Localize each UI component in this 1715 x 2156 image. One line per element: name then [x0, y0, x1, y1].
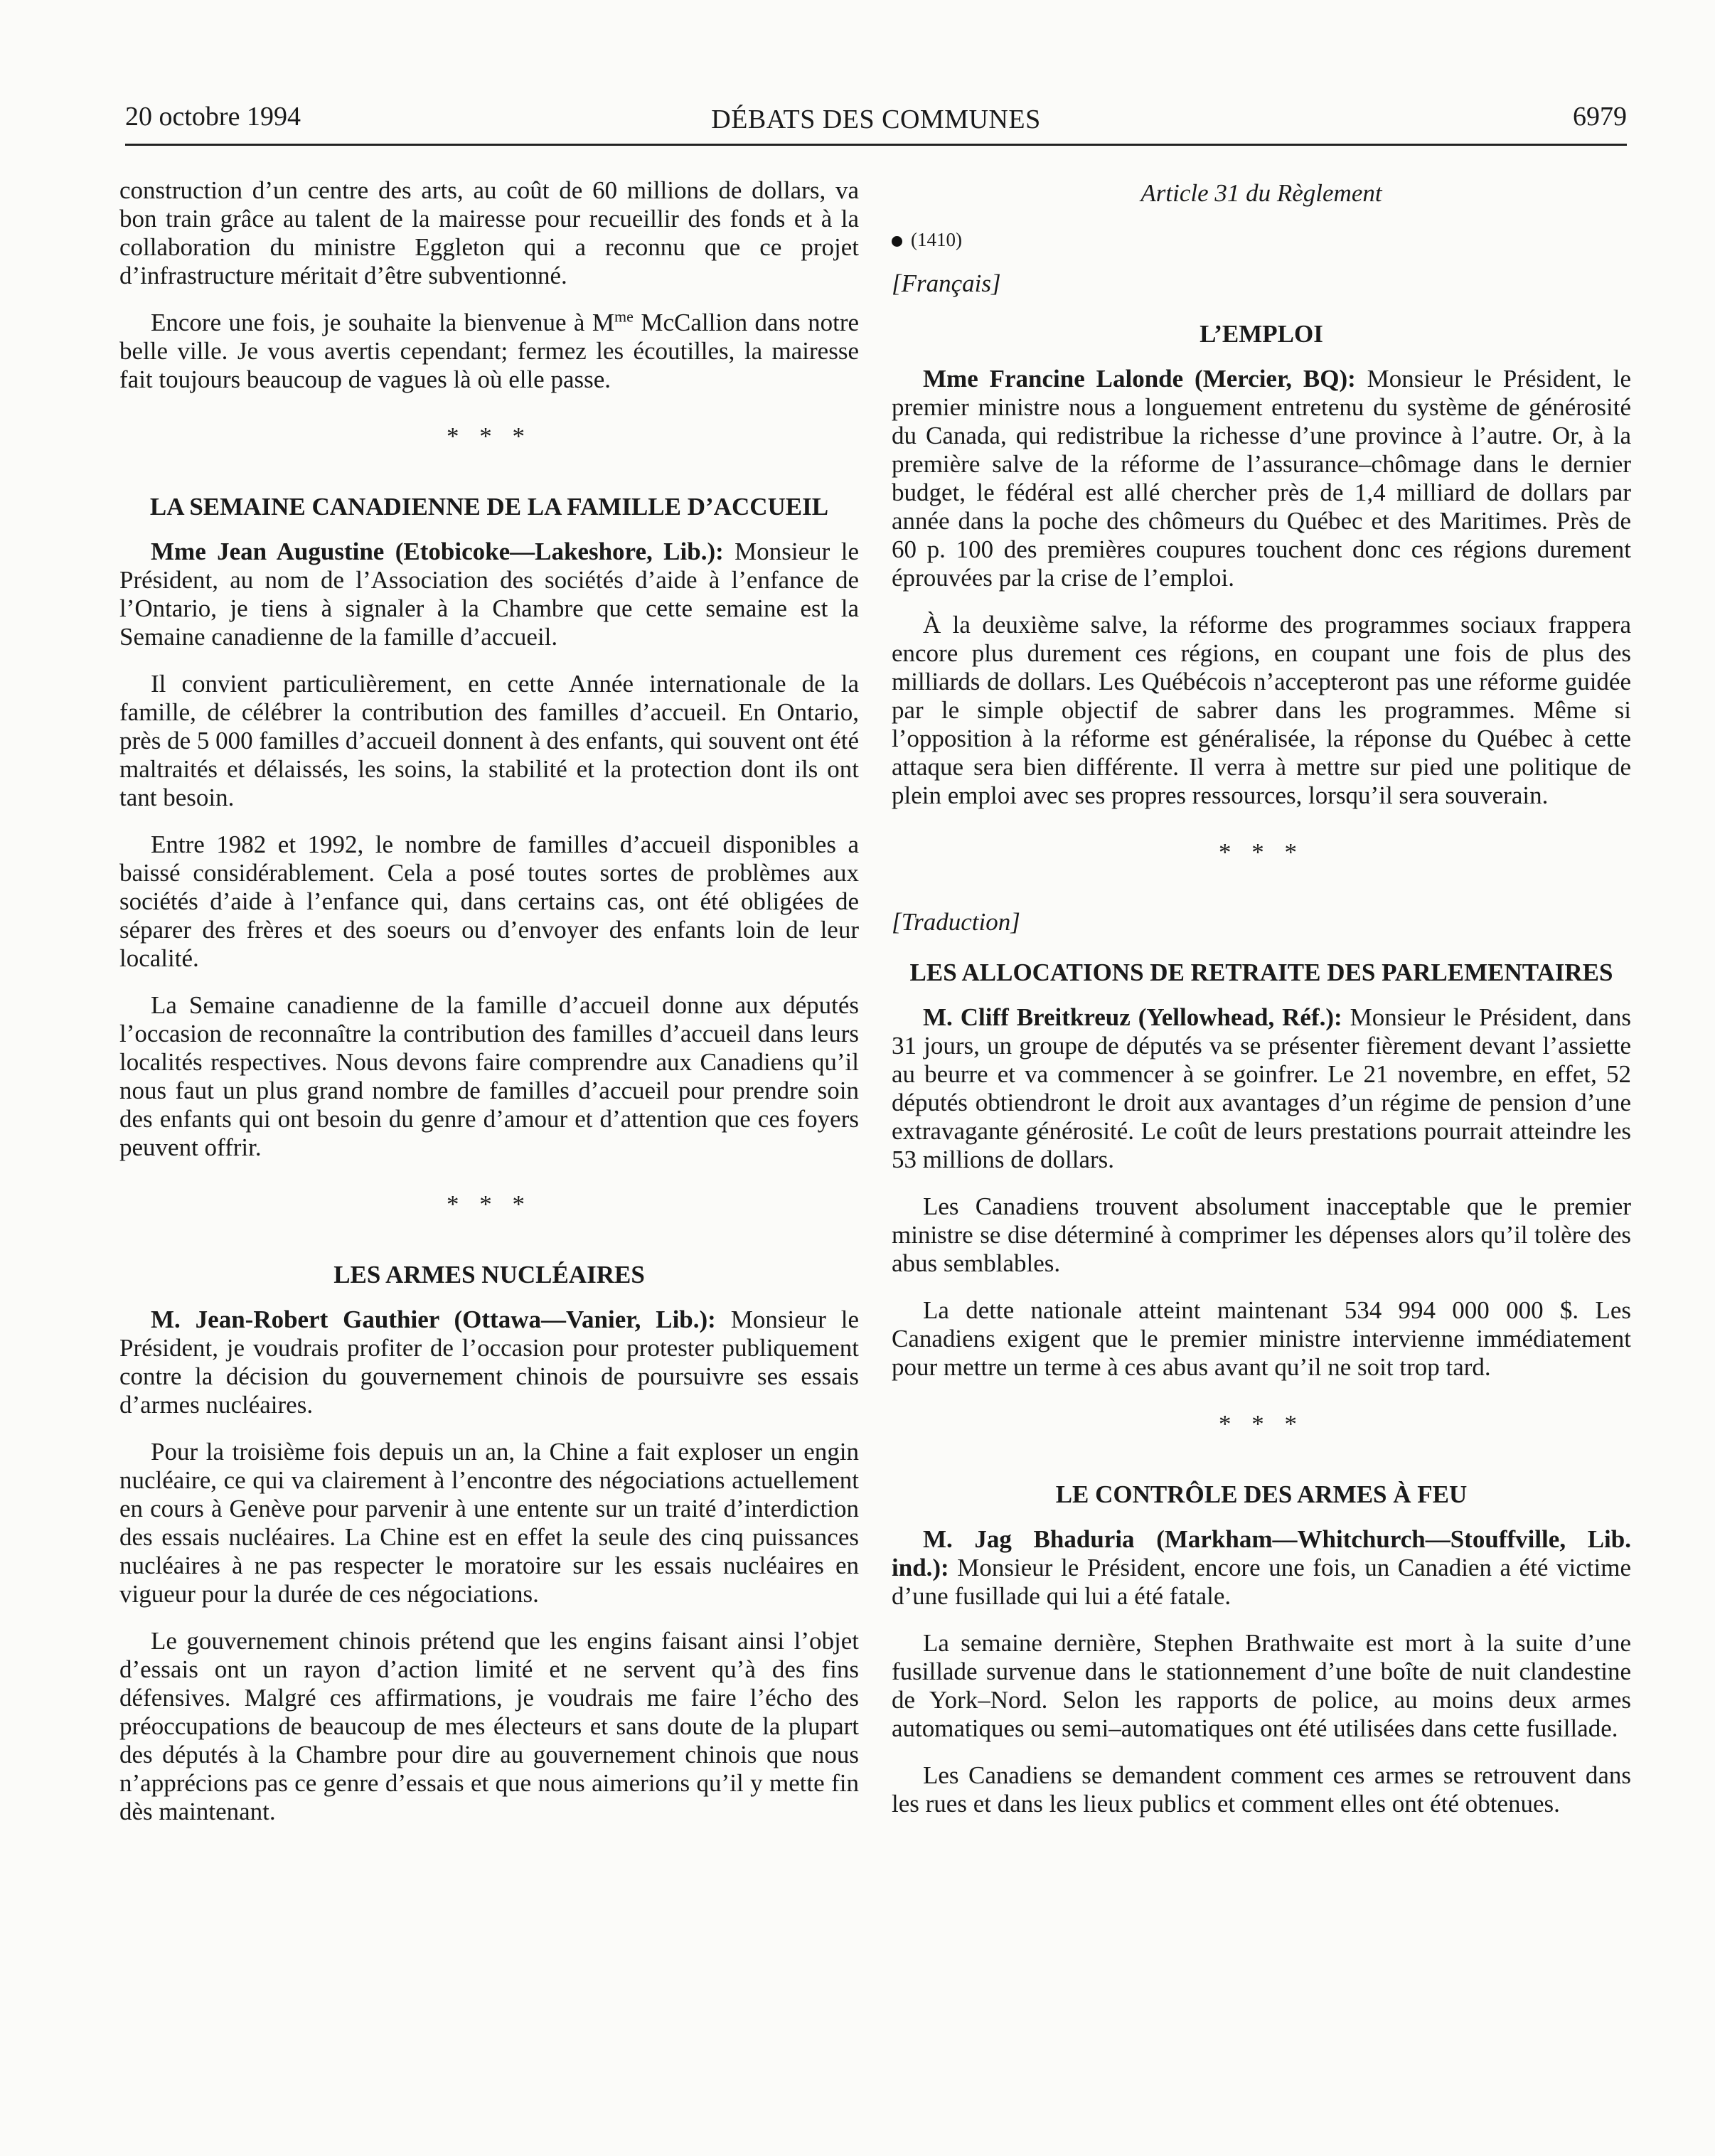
speaker-name: M. Jag Bhaduria (Markham—Whitchurch—Stouffville, Lib. ind.): — [892, 1525, 1631, 1581]
paragraph: Il convient particulièrement, en cette Année internationale de la famille, de célébrer la contribution des familles d’accueil. En Ontario, près de 5 000 familles d’accueil donnent à des enfants, qui souvent ont été maltraités et délaissés, les soins, la stabilité et la protection dont ils ont tant besoin. — [119, 670, 859, 811]
running-head — [125, 101, 1627, 146]
paragraph: Entre 1982 et 1992, le nombre de familles d’accueil disponibles a baissé considérablement. Cela a posé toutes sortes de problèmes aux sociétés d’aide à l’enfance qui, dans certains cas, ont été obligées de séparer des frères et des soeurs ou d’envoyer des enfants loin de leur localité. — [119, 831, 859, 972]
paragraph: Les Canadiens trouvent absolument inacceptable que le premier ministre se dise déterminé à comprimer les dépenses alors qu’il tolère des abus semblables. — [892, 1192, 1631, 1277]
language-label: [Traduction] — [892, 908, 1020, 936]
text-run: Monsieur le Président, dans 31 jours, un groupe de députés va se présenter fièrement devant l’assiette au beurre et va commencer à se goinfrer. Le 21 novembre, en effet, 52 députés obtiendront le droit aux avantages d’un régime de pension d’une extravagante générosité. Le coût de leurs prestations pourrait atteindre les 53 millions de dollars. — [892, 1003, 1632, 1173]
text-run: Monsieur le Président, encore une fois, un Canadien a été victime d’une fusillade qui lui a été fatale. — [892, 1554, 1631, 1610]
paragraph — [892, 1525, 1631, 1611]
paragraph: Les Canadiens se demandent comment ces armes se retrouvent dans les rues et dans les lieux publics et comment elles ont été obtenues. — [892, 1761, 1631, 1818]
paragraph: Le gouvernement chinois prétend que les engins faisant ainsi l’objet d’essais ont un rayon d’action limité et ne servent qu’à des fins défensives. Malgré ces affirmations, je voudrais me faire l’écho des préoccupations de beaucoup de mes électeurs et sans doute de la plupart des députés à la Chambre pour dire au gouvernement chinois que nous n’apprécions pas ce genre d’essais et que nous aimerions qu’il y mette fin dès maintenant. — [119, 1627, 859, 1825]
timestamp — [892, 229, 1631, 251]
speaker-name: M. Jean-Robert Gauthier (Ottawa—Vanier, Lib.): — [151, 1306, 716, 1333]
section-heading: LE CONTRÔLE DES ARMES À FEU — [1055, 1480, 1468, 1508]
paragraph — [119, 538, 859, 651]
header-date: 20 octobre 1994 — [125, 102, 301, 132]
paragraph: La semaine dernière, Stephen Brathwaite est mort à la suite d’une fusillade survenue dans le stationnement d’une boîte de nuit clandestine de York–Nord. Selon les rapports de police, au moins deux armes automatiques ou semi–automatiques ont été utilisées dans cette fusillade. — [892, 1629, 1631, 1742]
header-page-number: 6979 — [1573, 102, 1627, 132]
superscript: me — [614, 307, 634, 326]
text-run: Monsieur le Président, je voudrais profiter de l’occasion pour protester publiquement contre la décision du gouvernement chinois de poursuivre ses essais d’armes nucléaires. — [119, 1306, 860, 1419]
left-column — [119, 176, 859, 1845]
paragraph — [119, 1306, 859, 1419]
section-heading: LA SEMAINE CANADIENNE DE LA FAMILLE D’ACCUEIL — [149, 493, 829, 521]
text-run: McCallion dans notre belle ville. Je vous avertis cependant; fermez les écoutilles, la mairesse fait toujours beaucoup de vagues là où elle passe. — [119, 309, 860, 393]
paragraph: La dette nationale atteint maintenant 534 994 000 000 $. Les Canadiens exigent que le premier ministre intervienne immédiatement pour mettre un terme à ces abus avant qu’il ne soit trop tard. — [892, 1296, 1631, 1381]
text-run: Encore une fois, je souhaite la bienvenue à M — [151, 309, 615, 336]
paragraph — [892, 1003, 1631, 1174]
rule-reference: Article 31 du Règlement — [1140, 179, 1382, 207]
time-text: (1410) — [911, 229, 962, 250]
speaker-name: Mme Francine Lalonde (Mercier, BQ): — [923, 365, 1356, 393]
paragraph: À la deuxième salve, la réforme des programmes sociaux frappera encore plus durement ces régions, en coupant une fois de plus des milliards de dollars. Les Québécois n’accepteront pas une réforme guidée par le simple objectif de sabrer dans les programmes. Même si l’opposition à la réforme est généralisée, la réponse du Québec à cette attaque sera bien différente. Il verra à mettre sur pied une politique de plein emploi avec ses propres ressources, lorsqu’il sera souverain. — [892, 611, 1631, 809]
section-heading: LES ARMES NUCLÉAIRES — [333, 1261, 645, 1288]
paragraph: Pour la troisième fois depuis un an, la Chine a fait exploser un engin nucléaire, ce qui va clairement à l’encontre des négociations actuellement en cours à Genève pour parvenir à une entente sur un traité d’interdiction des essais nucléaires. La Chine est en effet la seule des cinq puissances nucléaires à ne pas respecter le moratoire sur les essais nucléaires en vigueur pour la durée de ces négociations. — [119, 1438, 859, 1608]
section-heading: L’EMPLOI — [1200, 320, 1323, 348]
section-separator: * * * — [447, 422, 532, 450]
section-separator: * * * — [1219, 838, 1304, 866]
section-separator: * * * — [1219, 1410, 1304, 1438]
bullet-icon — [892, 236, 902, 247]
paragraph: construction d’un centre des arts, au coût de 60 millions de dollars, va bon train grâce au talent de la mairesse pour recueillir des fonds et à la collaboration du ministre Eggleton qui a reconnu que ce projet d’infrastructure méritait d’être subventionné. — [119, 176, 859, 289]
section-separator: * * * — [447, 1190, 532, 1218]
speaker-name: Mme Jean Augustine (Etobicoke—Lakeshore, Lib.): — [151, 538, 724, 565]
header-title: DÉBATS DES COMMUNES — [711, 105, 1041, 134]
speaker-name: M. Cliff Breitkreuz (Yellowhead, Réf.): — [923, 1003, 1342, 1031]
paragraph — [892, 365, 1631, 592]
text-run: Monsieur le Président, le premier ministre nous a longuement entretenu du système de générosité du Canada, qui redistribue la richesse d’une province à l’autre. Or, à la première salve de la réforme de l’assurance–chômage dans le dernier budget, le fédéral est allé chercher près de 1,4 milliard de dollars par année dans la poche des chômeurs du Québec et des Maritimes. Près de 60 p. 100 des premières coupures touchent donc ces régions durement éprouvées par la crise de l’emploi. — [892, 365, 1631, 592]
section-heading: LES ALLOCATIONS DE RETRAITE DES PARLEMENTAIRES — [909, 959, 1613, 986]
right-column — [892, 176, 1631, 1837]
text-run: Monsieur le Président, au nom de l’Association des sociétés d’aide à l’enfance de l’Ontario, je tiens à signaler à la Chambre que cette semaine est la Semaine canadienne de la famille d’accueil. — [119, 538, 859, 651]
paragraph: La Semaine canadienne de la famille d’accueil donne aux députés l’occasion de reconnaître la contribution des familles d’accueil dans leurs localités respectives. Nous devons faire comprendre aux Canadiens qu’il nous faut un plus grand nombre de familles d’accueil pour prendre soin des enfants qui ont besoin du genre d’amour et d’attention que ces foyers peuvent offrir. — [119, 991, 859, 1161]
language-label: [Français] — [892, 270, 1001, 297]
paragraph — [119, 309, 859, 394]
